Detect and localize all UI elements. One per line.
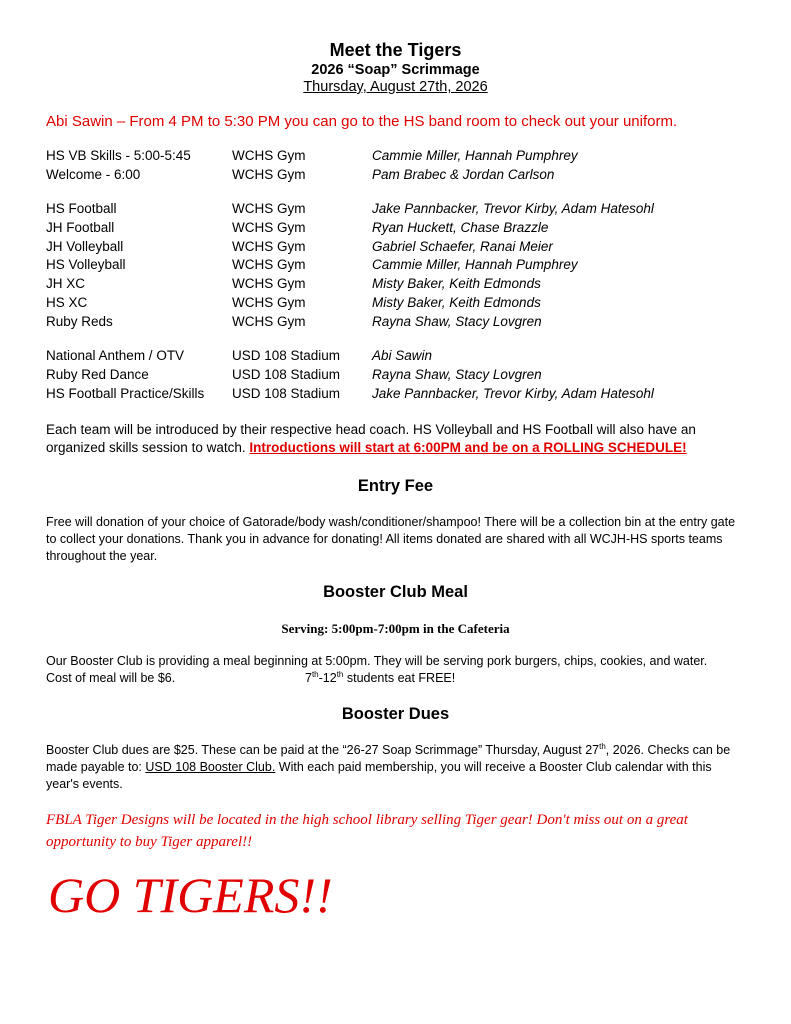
schedule-event: Ruby Red Dance	[46, 366, 149, 382]
free-students-note: 7th-12th students eat FREE!	[305, 669, 456, 685]
schedule-row	[0, 367, 791, 386]
schedule-location: WCHS Gym	[232, 201, 306, 216]
schedule-row	[0, 276, 791, 295]
booster-meal-line-1: Our Booster Club is providing a meal beginning at 5:00pm. They will be serving pork burgers, chips, cookies, and water.	[46, 654, 708, 668]
schedule-coaches: Jake Pannbacker, Trevor Kirby, Adam Hatesohl	[372, 385, 654, 401]
schedule-location: USD 108 Stadium	[232, 385, 341, 401]
schedule-coaches: Misty Baker, Keith Edmonds	[372, 276, 541, 292]
schedule-row	[0, 239, 791, 258]
meal-cost: Cost of meal will be $6.	[46, 671, 176, 685]
schedule-row	[0, 220, 791, 239]
introductions-paragraph	[46, 421, 746, 457]
schedule-location: WCHS Gym	[232, 148, 306, 163]
schedule-event: JH XC	[46, 276, 86, 292]
schedule-event: JH Football	[46, 219, 115, 235]
schedule-coaches: Gabriel Schaefer, Ranai Meier	[372, 238, 553, 254]
schedule-row	[0, 167, 791, 186]
go-tigers-banner: GO TIGERS!!	[48, 867, 333, 923]
schedule-row	[0, 201, 791, 220]
introductions-text: Each team will be introduced by their respective head coach. HS Volleyball and HS Football will also have an organized skills session to watch.	[46, 422, 696, 455]
uniform-notice: Abi Sawin – From 4 PM to 5:30 PM you can go to the HS band room to check out your uniform.	[46, 113, 678, 130]
schedule-row	[0, 348, 791, 367]
schedule-coaches: Jake Pannbacker, Trevor Kirby, Adam Hatesohl	[372, 201, 654, 216]
entry-fee-heading: Entry Fee	[357, 477, 434, 495]
schedule-event: JH Volleyball	[46, 238, 124, 254]
booster-meal-text	[46, 653, 746, 687]
payee-name: USD 108 Booster Club.	[145, 760, 276, 774]
page-subtitle: 2026 “Soap” Scrimmage	[311, 62, 480, 78]
schedule-coaches: Ryan Huckett, Chase Brazzle	[372, 219, 549, 235]
booster-dues-heading: Booster Dues	[341, 705, 450, 723]
schedule-location: USD 108 Stadium	[232, 348, 341, 363]
schedule-coaches: Rayna Shaw, Stacy Lovgren	[372, 366, 542, 382]
booster-meal-heading: Booster Club Meal	[323, 583, 468, 601]
booster-dues-text: Booster Club dues are $25. These can be paid at the “26-27 Soap Scrimmage” Thursday, August 27th, 2026. Checks can be made payable to: USD 108 Booster Club. With each paid membership, you will receive a Booster Club calendar with this year's events.	[46, 741, 731, 791]
schedule-event: HS Football	[46, 201, 117, 216]
schedule-coaches: Pam Brabec & Jordan Carlson	[372, 166, 555, 182]
schedule-coaches: Abi Sawin	[372, 348, 433, 363]
schedule-event: HS Football Practice/Skills	[46, 385, 205, 401]
schedule-coaches: Cammie Miller, Hannah Pumphrey	[372, 257, 578, 273]
schedule-row	[0, 295, 791, 314]
schedule-location: USD 108 Stadium	[232, 366, 341, 382]
schedule-event: HS VB Skills - 5:00-5:45	[46, 148, 191, 163]
schedule-location: WCHS Gym	[232, 313, 306, 329]
entry-fee-text: Free will donation of your choice of Gatorade/body wash/conditioner/shampoo! There will be a collection bin at the entry gate to collect your donations. Thank you in advance for donating! All items donated are shared with all WCJH-HS sports teams throughout the year.	[46, 515, 736, 563]
page-title: Meet the Tigers	[329, 40, 462, 60]
fbla-notice: FBLA Tiger Designs will be located in the high school library selling Tiger gear! Don't miss out on a great opportunity to buy Tiger apparel!!	[46, 812, 688, 850]
schedule-location: WCHS Gym	[232, 219, 306, 235]
schedule-location: WCHS Gym	[232, 257, 306, 273]
schedule-row	[0, 257, 791, 276]
schedule-location: WCHS Gym	[232, 295, 306, 310]
schedule-location: WCHS Gym	[232, 166, 306, 182]
event-date: Thursday, August 27th, 2026	[303, 79, 488, 95]
booster-meal-line-2	[46, 670, 746, 687]
schedule-event: HS XC	[46, 295, 88, 310]
schedule-event: Ruby Reds	[46, 313, 113, 329]
schedule-location: WCHS Gym	[232, 238, 306, 254]
schedule-coaches: Cammie Miller, Hannah Pumphrey	[372, 148, 578, 163]
schedule-row	[0, 148, 791, 167]
schedule-event: Welcome - 6:00	[46, 166, 141, 182]
schedule-row	[0, 314, 791, 333]
serving-time: Serving: 5:00pm-7:00pm in the Cafeteria	[281, 621, 510, 636]
schedule-coaches: Rayna Shaw, Stacy Lovgren	[372, 313, 542, 329]
schedule-event: HS Volleyball	[46, 257, 126, 273]
schedule-row	[0, 386, 791, 405]
rolling-schedule-notice: Introductions will start at 6:00PM and be on a ROLLING SCHEDULE!	[249, 440, 687, 455]
schedule-coaches: Misty Baker, Keith Edmonds	[372, 295, 541, 310]
schedule-event: National Anthem / OTV	[46, 348, 185, 363]
schedule-location: WCHS Gym	[232, 276, 306, 292]
